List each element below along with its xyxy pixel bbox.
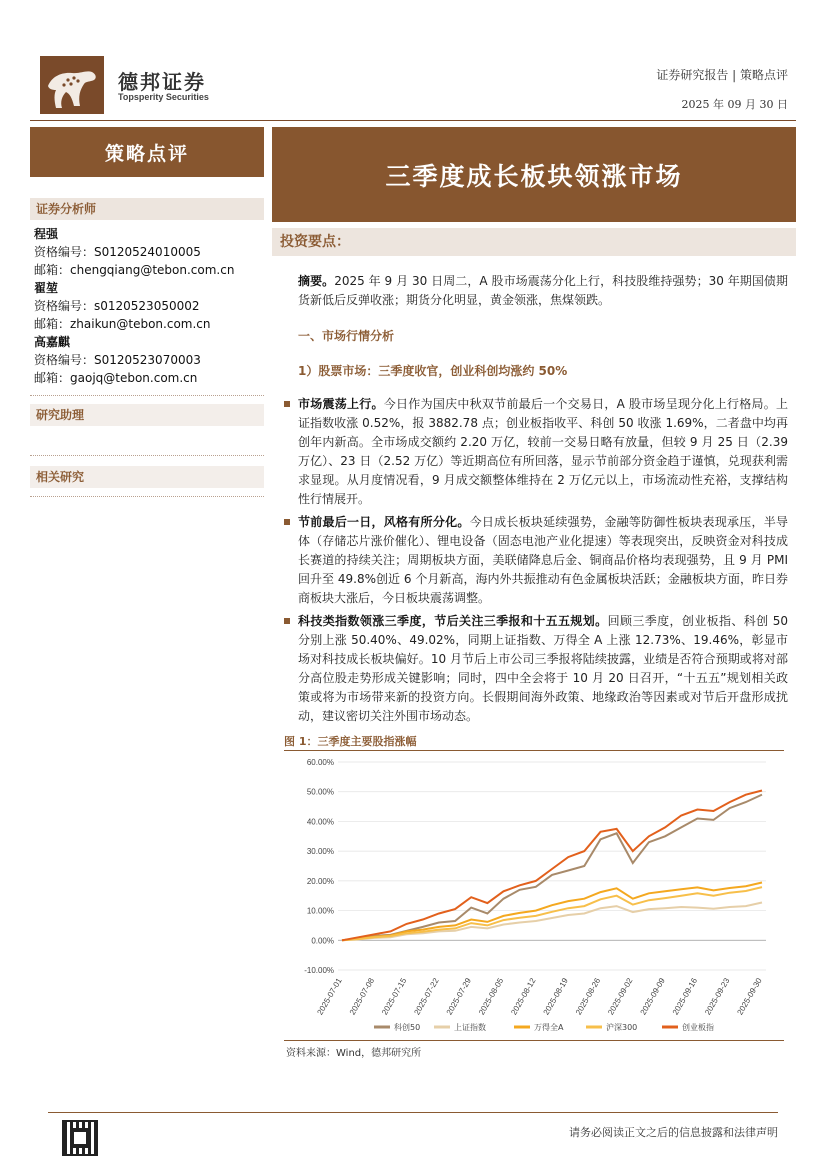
y-tick-label: 50.00% [306,787,334,797]
summary-paragraph [298,272,788,310]
analyst-name: 程强 [34,227,59,241]
bullet-paragraph [298,395,788,509]
figure-top-rule [284,750,784,751]
company-name-en: Topsperity Securities [118,92,209,102]
x-tick-label: 2025-08-12 [509,976,538,1017]
analyst-name: 高嘉麒 [34,335,71,349]
subsection-heading: 1）股票市场：三季度收官，创业科创均涨约 50% [298,364,568,378]
y-tick-label: 0.00% [311,936,334,946]
assistant-heading: 研究助理 [30,404,264,426]
footer-divider [48,1112,778,1113]
analyst-email[interactable]: 邮箱：zhaikun@tebon.com.cn [34,317,211,331]
disclaimer-note: 请务必阅读正文之后的信息披露和法律声明 [569,1126,778,1139]
y-tick-label: 60.00% [306,758,334,767]
analyst-email[interactable]: 邮箱：chengqiang@tebon.com.cn [34,263,235,277]
x-tick-label: 2025-09-09 [638,976,667,1017]
analyst-name: 翟堃 [34,281,59,295]
report-date: 2025 年 09 月 30 日 [681,98,788,111]
report-type: 证券研究报告 | 策略点评 [656,68,788,82]
qr-code-finder [70,1128,90,1148]
index-performance-chart [284,752,784,1038]
sidebar-divider [30,496,264,497]
x-tick-label: 2025-09-16 [670,976,700,1017]
header-divider [30,120,796,121]
bullet-paragraph [298,612,788,726]
y-tick-label: 10.00% [306,906,334,916]
figure-title: 图 1：三季度主要股指涨幅 [284,735,417,748]
x-tick-label: 2025-08-05 [477,976,506,1017]
related-research-heading: 相关研究 [30,466,264,488]
company-logo [40,56,104,114]
analyst-cert: 资格编号：s0120523050002 [34,299,200,313]
figure-source: 资料来源：Wind，德邦研究所 [286,1048,422,1059]
bullet-lead: 科技类指数领涨三季度，节后关注三季报和十五五规划。 [298,614,608,628]
analyst-cert: 资格编号：S0120524010005 [34,245,201,259]
bullet-paragraph [298,513,788,608]
x-tick-label: 2025-07-01 [315,976,344,1017]
summary-text: 2025 年 9 月 30 日周二，A 股市场震荡分化上行，科技股维持强势；30 年期国债期货新低后反弹收涨；期货分化明显，黄金领涨，焦煤领跌。 [298,274,788,307]
figure-bottom-rule [284,1040,784,1041]
y-tick-label: 20.00% [306,876,334,886]
legend-label: 上证指数 [454,1023,486,1032]
bullet-text: 今日成长板块延续强势，金融等防御性板块表现承压，半导体（存储芯片涨价催化）、锂电设备（固态电池产业化提速）等表现突出，反映资金对科技成长赛道的持续关注；周期板块方面，美联储降息后金、铜商品价格均表现强势，且 9 月 PMI 回升至 49.8%创近 6 个月新高，海内外共振推动有色金属板块活跃；金融板块方面，昨日券商板块大涨后，今日板块震荡调整。 [298,515,788,605]
x-tick-label: 2025-09-23 [703,976,732,1017]
x-tick-label: 2025-08-26 [573,976,603,1017]
legend-label: 创业板指 [682,1023,714,1032]
bullet-text: 今日作为国庆中秋双节前最后一个交易日，A 股市场呈现分化上行格局。上证指数收涨 0.52%，报 3882.78 点；创业板指收平、科创 50 收涨 1.69%，二者盘中均再创年内新高。全市场成交额约 2.20 万亿，较前一交易日略有放量，但较 9 月 25 日（2.39 万亿）、23 日（2.52 万亿）等近期高位有所回落，显示节前部分资金趋于谨慎，兑现获利需求显现。从月度情况看，9 月成交额整体维持在 2 万亿元以上，市场流动性充裕，支撑结构性行情展开。 [298,397,788,506]
x-tick-label: 2025-07-08 [347,976,377,1017]
y-tick-label: -10.00% [304,966,334,975]
legend-label: 沪深300 [606,1023,638,1032]
analysts-heading: 证券分析师 [30,198,264,220]
x-tick-label: 2025-09-02 [606,976,635,1017]
analyst-email[interactable]: 邮箱：gaojq@tebon.com.cn [34,371,198,385]
y-tick-label: 30.00% [306,847,334,857]
key-points-heading: 投资要点： [272,228,796,256]
bullet-marker [284,401,290,407]
bullet-marker [284,519,290,525]
legend-label: 科创50 [394,1023,421,1032]
section-heading: 一、市场行情分析 [298,329,395,343]
bullet-text: 回顾三季度，创业板指、科创 50 分别上涨 50.40%、49.02%，同期上证指数、万得全 A 上涨 12.73%、19.46%，彰显市场对科技成长板块偏好。10 月节后上市公司三季报将陆续披露，业绩是否符合预期或将对部分高位股走势形成关键影响；同时，四中全会将于 10 月 20 日召开，“十五五”规划相关政策或将为市场带来新的投资方向。长假期间海外政策、地缘政治等因素或对节后开盘形成扰动，建议密切关注外围市场动态。 [298,614,788,723]
bullet-lead: 市场震荡上行。 [298,397,384,411]
leopard-logo-icon [40,56,104,114]
x-tick-label: 2025-09-30 [735,976,764,1017]
sidebar-divider [30,395,264,396]
x-tick-label: 2025-08-19 [541,976,570,1017]
analyst-cert: 资格编号：S0120523070003 [34,353,201,367]
x-tick-label: 2025-07-22 [412,976,441,1017]
report-title: 三季度成长板块领涨市场 [272,127,796,222]
summary-label: 摘要。 [298,274,335,288]
y-tick-label: 40.00% [306,817,334,827]
bullet-lead: 节前最后一日，风格有所分化。 [298,515,470,529]
x-tick-label: 2025-07-15 [380,976,409,1017]
company-name: 德邦证券 [118,70,206,94]
legend-label: 万得全A [534,1023,564,1032]
bullet-marker [284,618,290,624]
sidebar-divider [30,455,264,456]
report-category: 策略点评 [30,127,264,177]
x-tick-label: 2025-07-29 [444,976,473,1017]
series-line [342,903,762,941]
